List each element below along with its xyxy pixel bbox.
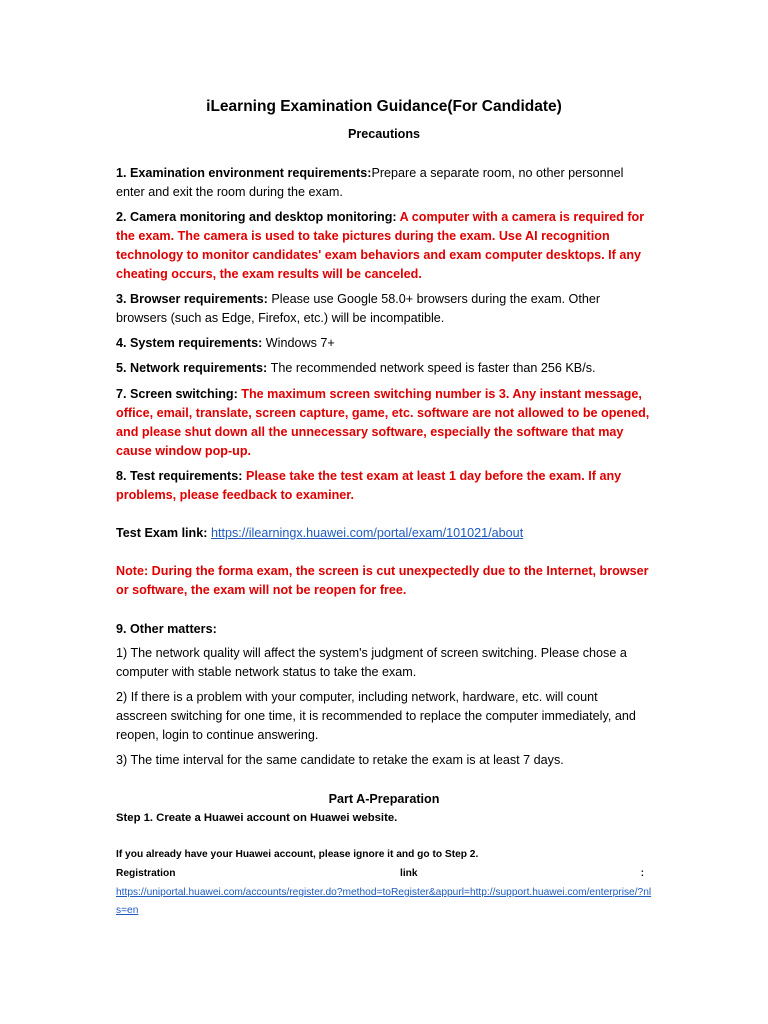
item-7-label: 7. Screen switching: bbox=[116, 387, 242, 401]
item-7-text: The maximum screen switching number is 3. Any instant message, office, email, translate, screen capture, game, etc. software are not allowed to be opened, and please shut down all the unnecessary software, especially the software that may cause window pop-up. bbox=[116, 387, 650, 458]
ignore-text: If you already have your Huawei account, please ignore it and go to Step 2. bbox=[116, 849, 479, 860]
test-exam-link[interactable]: https://ilearningx.huawei.com/portal/exam/101021/about bbox=[210, 526, 524, 540]
item-1 bbox=[116, 164, 652, 202]
item-2 bbox=[116, 208, 652, 284]
registration-link-wrap bbox=[116, 884, 652, 920]
item-5-text: The recommended network speed is faster than 256 KB/s. bbox=[270, 361, 596, 375]
item-8 bbox=[116, 467, 652, 505]
item-2-label: 2. Camera monitoring and desktop monitoring: bbox=[116, 210, 400, 224]
item-3-label: 3. Browser requirements: bbox=[116, 292, 272, 306]
doc-subtitle: Precautions bbox=[347, 127, 421, 141]
item-1-text: Prepare a separate room, no other personnel enter and exit the room during the exam. bbox=[116, 166, 624, 199]
registration-link[interactable]: https://uniportal.huawei.com/accounts/register.do?method=toRegister&appurl=http://support.huawei.com/enterprise/?nls=en bbox=[116, 887, 652, 916]
registration-word: Registration bbox=[116, 868, 176, 879]
note-text: Note: During the forma exam, the screen is cut unexpectedly due to the Internet, browser or software, the exam will not be reopen for free. bbox=[116, 564, 649, 597]
registration-colon: : bbox=[640, 868, 644, 879]
step-1-text: Step 1. Create a Huawei account on Huawei website. bbox=[116, 812, 398, 824]
test-exam-label: Test Exam link: bbox=[116, 526, 211, 540]
item-8-label: 8. Test requirements: bbox=[116, 469, 246, 483]
item-4-text: Windows 7+ bbox=[265, 336, 335, 350]
item-5 bbox=[116, 359, 652, 378]
doc-title: iLearning Examination Guidance(For Candidate) bbox=[206, 98, 562, 115]
other-matter-2: 2) If there is a problem with your computer, including network, hardware, etc. will count asscreen switching for one time, it is recommended to replace the computer immediately, and reopen, login to continue answering. bbox=[116, 690, 636, 742]
item-4-label: 4. System requirements: bbox=[116, 336, 266, 350]
test-exam-line bbox=[116, 524, 652, 543]
item-4 bbox=[116, 334, 652, 353]
other-matter-3: 3) The time interval for the same candidate to retake the exam is at least 7 days. bbox=[116, 753, 564, 767]
item-5-label: 5. Network requirements: bbox=[116, 361, 271, 375]
item-3 bbox=[116, 290, 652, 328]
item-3-text: Please use Google 58.0+ browsers during the exam. Other browsers (such as Edge, Firefox, etc.) will be incompatible. bbox=[116, 292, 601, 325]
item-1-label: 1. Examination environment requirements: bbox=[116, 166, 372, 180]
other-matters-heading: 9. Other matters: bbox=[116, 622, 217, 636]
part-a-heading: Part A-Preparation bbox=[328, 792, 440, 806]
item-7 bbox=[116, 385, 652, 461]
item-2-text: A computer with a camera is required for the exam. The camera is used to take pictures during the exam. Use AI recognition technology to monitor candidates' exam behaviors and exam computer desktops. If any cheating occurs, the exam results will be canceled. bbox=[116, 210, 645, 281]
item-8-text: Please take the test exam at least 1 day before the exam. If any problems, please feedback to examiner. bbox=[116, 469, 622, 502]
link-word: link bbox=[400, 868, 418, 879]
other-matter-1: 1) The network quality will affect the system's judgment of screen switching. Please chose a computer with stable network status to take the exam. bbox=[116, 646, 627, 679]
